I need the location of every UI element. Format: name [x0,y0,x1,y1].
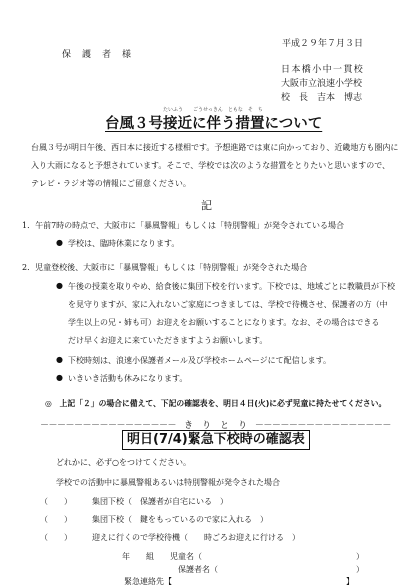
form-question: 学校での活動中に暴風警報あるいは特別警報が発令された場合 [56,478,280,487]
class-child-name-close: ） [356,552,364,561]
sender-school-2: 大阪市立浪速小学校 [281,79,363,89]
form-option-2[interactable] [40,514,268,525]
guardian-name-close: ） [356,565,364,574]
item-2-heading: 2．児童登校後、大阪市に「暴風警報」もしくは「特別警報」が発令された場合 [22,263,308,272]
checkbox-paren[interactable]: （ ） [40,533,72,542]
item-1-bullet: 学校は、臨時休業になります。 [68,239,180,248]
form-option-1[interactable] [40,496,228,507]
form-title: 明日(7/4)緊急下校時の確認表 [122,430,310,450]
cut-line-label: き り と り [183,421,247,431]
sender-school-1: 日本橋小中一貫校 [281,65,365,75]
checkbox-paren[interactable]: （ ） [40,515,72,524]
emergency-contact-field[interactable]: 緊急連絡先【 [124,577,172,586]
form-option-label: 集団下校（ 保護者が自宅にいる ） [92,497,228,506]
form-option-label: 迎えに行くので学校待機（ 時ごろお迎えに行ける ） [92,533,300,542]
cut-line-left: －－－－－－－－－－－－－－－－ [40,421,177,431]
item-2-bullet-2: 下校時刻は、浪速小保護者メール及び学校ホームページにて配信します。 [68,356,332,365]
item-2-bullet-3: いきいき活動も休みになります。 [68,374,188,383]
form-option-label: 集団下校（ 鍵をもっているので家に入れる ） [92,515,268,524]
item-2-bullet-2-icon: ● [56,355,63,364]
notice: ◎ 上記「２」の場合に備えて、下記の確認表を、明日４日(火)に必ず児童に持たせてください。 [45,399,387,408]
item-2-bullet-1-icon: ● [56,281,63,290]
addressee: 保 護 者 様 [62,50,133,60]
item-2-bullet-1-line-1: 午後の授業を取りやめ、給食後に集団下校を行います。下校では、地域ごとに教職員が下校 [68,282,396,291]
form-instruction: どれかに、必ず○をつけてください。 [56,458,191,467]
item-2-bullet-1-line-4: だけ早くお迎えに来ていただきますようお願いします。 [68,336,268,345]
item-2-bullet-3-icon: ● [56,373,63,382]
intro-line-1: 台風３号が明日午後、西日本に接近する様相です。予想進路では東に向かっており、近畿地方も圏内に [31,143,399,152]
item-1-heading: 1．午前7時の時点で、大阪市に「暴風警報」もしくは「特別警報」が発令されている場合 [22,221,345,230]
ki-heading: 記 [201,199,212,212]
emergency-contact-close: 】 [346,577,354,586]
guardian-name-field[interactable]: 保護者名（ [178,565,218,574]
form-option-3[interactable] [40,532,300,543]
page-title: 台風３号接近に伴う措置について [105,116,323,132]
title-ruby: たいふう ごうせっきん ともな そ ち [163,107,263,113]
cut-line-right: －－－－－－－－－－－－－－－－ [254,421,391,431]
sender-principal: 校 長 吉本 博志 [281,93,363,103]
intro-line-2: 入り大雨になると予想されています。そこで、学校では次のような措置をとりたいと思いますので、 [31,161,391,170]
item-2-bullet-1-line-3: 学生以上の兄・姉も可）お迎えをお願いすることになります。なお、その場合はできる [68,318,380,327]
item-1-bullet-icon: ● [56,238,63,247]
checkbox-paren[interactable]: （ ） [40,497,72,506]
item-2-bullet-1-line-2: を見守りますが、家に入れないご家庭につきましては、学校で待機させ、保護者の方（中 [68,300,388,309]
date: 平成２９年７月３日 [282,39,364,49]
class-child-name-field[interactable]: 年 組 児童名（ [122,552,202,561]
intro-line-3: テレビ・ラジオ等の情報にご留意ください。 [31,179,191,188]
